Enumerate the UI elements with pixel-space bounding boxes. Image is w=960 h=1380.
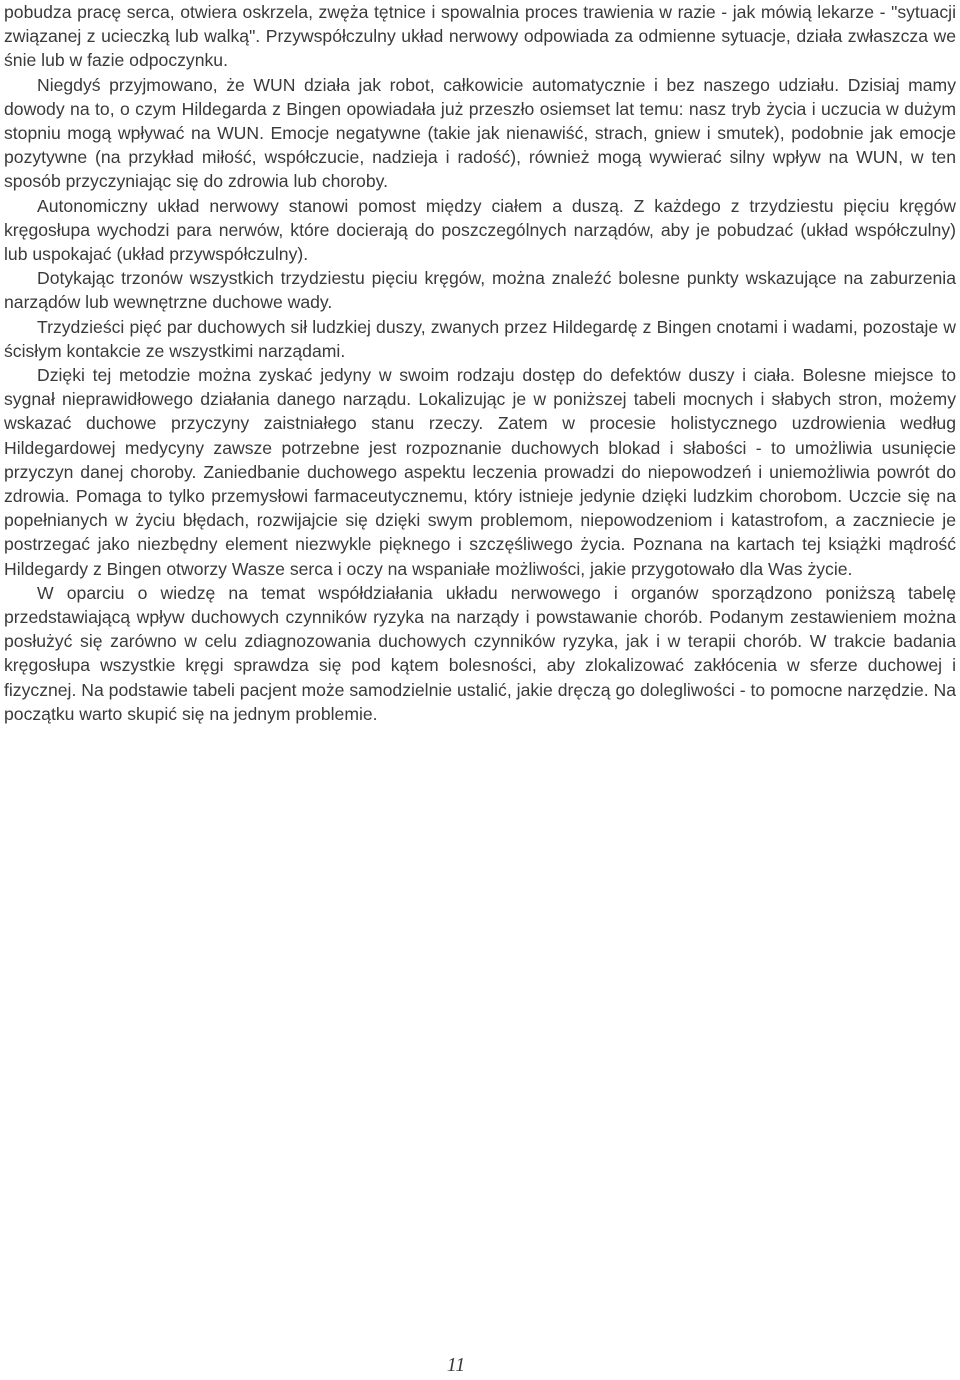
paragraph-table-intro: W oparciu o wiedzę na temat współdziałania układu nerwowego i organów sporządzono poniższą tabelę przedstawiającą wpływ duchowych czynników ryzyka na narządy i powstawanie chorób. Podanym zestawieniem można posłużyć się zarówno w celu zdiagnozowania duchowych czynników ryzyka, jak i w terapii chorób. W trakcie badania kręgosłupa wszystkie kręgi sprawdza się pod kątem bolesności, aby zlokalizować zakłócenia w sferze duchowej i fizycznej. Na podstawie tabeli pacjent może samodzielnie ustalić, jakie dręczą go dolegliwości - to pomocne narzędzie. Na początku warto skupić się na jednym problemie.: [4, 582, 956, 724]
paragraph-wun-emotions: Niegdyś przyjmowano, że WUN działa jak robot, całkowicie automatycznie i bez naszego udziału. Dzisiaj mamy dowody na to, o czym Hildegarda z Bingen opowiadała już przeszło osiemset lat temu: nasz tryb życia i uczucia w dużym stopniu mogą wpływać na WUN. Emocje negatywne (takie jak nienawiść, strach, gniew i smutek), podobnie jak emocje pozytywne (na przykład miłość, współczucie, nadzieja i radość), również mogą wywierać silny wpływ na WUN, w ten sposób przyczyniając się do zdrowia lub choroby.: [4, 74, 956, 192]
paragraph-continuation: pobudza pracę serca, otwiera oskrzela, zwęża tętnice i spowalnia proces trawienia w razie - jak mówią lekarze - "sytuacji związanej z ucieczką lub walką". Przywspółczulny układ nerwowy odpowiada za odmienne sytuacje, działa zwłaszcza we śnie lub w fazie odpoczynku.: [4, 2, 956, 71]
paragraph-vertebrae-touch: Dotykając trzonów wszystkich trzydziestu pięciu kręgów, można znaleźć bolesne punkty wskazujące na zaburzenia narządów lub wewnętrzne duchowe wady.: [4, 268, 956, 313]
paragraph-autonomic-bridge: Autonomiczny układ nerwowy stanowi pomost między ciałem a duszą. Z każdego z trzydziestu pięciu kręgów kręgosłupa wychodzi para nerwów, które docierają do poszczególnych narządów, aby je pobudzać (układ współczulny) lub uspokajać (układ przywspółczulny).: [4, 195, 956, 265]
paragraph-virtues-vices: Trzydzieści pięć par duchowych sił ludzkiej duszy, zwanych przez Hildegardę z Bingen cnotami i wadami, pozostaje w ścisłym kontakcie ze wszystkimi narządami.: [4, 316, 956, 361]
page-number: 11: [446, 1354, 466, 1376]
paragraph-method: Dzięki tej metodzie można zyskać jedyny w swoim rodzaju dostęp do defektów duszy i ciała. Bolesne miejsce to sygnał nieprawidłowego działania danego narządu. Lokalizując je w poniższej tabeli mocnych i słabych stron, możemy wskazać duchowe przyczyny zaistniałego stanu rzeczy. Zatem w procesie holistycznego uzdrowienia według Hildegardowej medycyny zawsze potrzebne jest rozpoznanie duchowych blokad i słabości - to umożliwia usunięcie przyczyn danej choroby. Zaniedbanie duchowego aspektu leczenia prowadzi do niepowodzeń i uniemożliwia powrót do zdrowia. Pomaga to tylko przemysłowi farmaceutycznemu, który istnieje jedynie dzięki ludzkim chorobom. Uczcie się na popełnianych w życiu błędach, rozwijajcie się dzięki swym problemom, niepowodzeniom i katastrofom, a zaczniecie je postrzegać jako niezbędny element niezwykle pięknego i szczęśliwego życia. Poznana na kartach tej książki mądrość Hildegardy z Bingen otworzy Wasze serca i oczy na wspaniałe możliwości, jakie przygotowało dla Was życie.: [4, 365, 956, 579]
page-body: [4, 0, 956, 726]
